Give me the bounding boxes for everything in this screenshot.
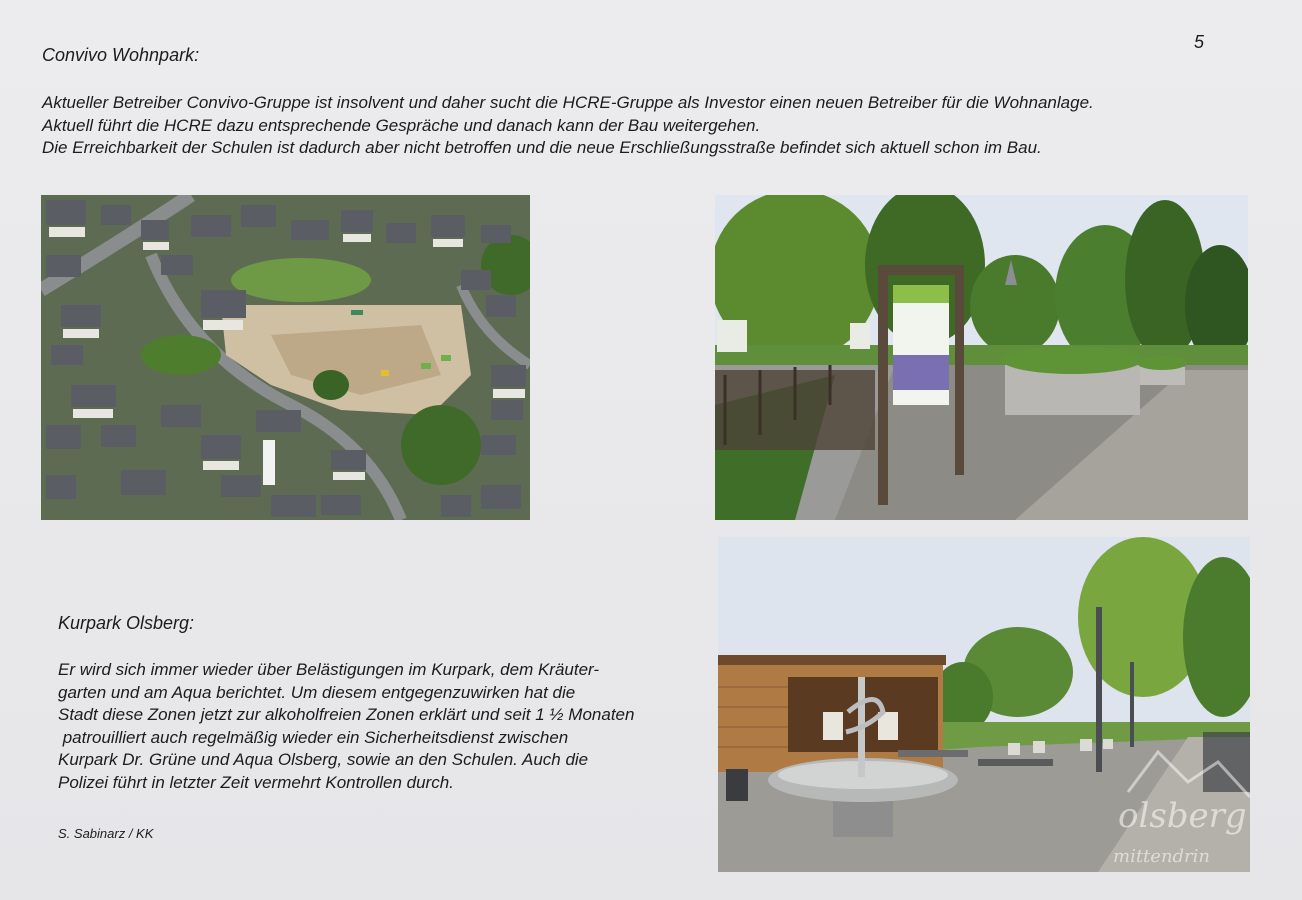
convivo-line-3: Die Erreichbarkeit der Schulen ist dadurch aber nicht betroffen und die neue Erschließungsstraße befindet sich aktuell schon im Bau. xyxy=(42,138,1042,157)
kurpark-title: Kurpark Olsberg: xyxy=(58,613,195,633)
convivo-title: Convivo Wohnpark: xyxy=(42,45,200,65)
watermark-olsberg: olsberg xyxy=(1118,796,1247,836)
kurpark-line-5: Kurpark Dr. Grüne und Aqua Olsberg, sowie an den Schulen. Auch die xyxy=(58,750,589,769)
kurpark-line-4: patrouilliert auch regelmäßig wieder ein Sicherheitsdienst zwischen xyxy=(58,727,569,747)
signature: S. Sabinarz / KK xyxy=(58,826,154,841)
kurpark-line-3: Stadt diese Zonen jetzt zur alkoholfreien Zonen erklärt und seit 1 ½ Monaten xyxy=(58,705,635,724)
kurpark-paragraph xyxy=(58,659,634,794)
watermark-mittendrin: mittendrin xyxy=(1113,846,1211,867)
herb-garden-photo xyxy=(715,195,1248,520)
kurpark-line-2: garten und am Aqua berichtet. Um diesem entgegenzuwirken hat die xyxy=(58,682,576,702)
convivo-line-2: Aktuell führt die HCRE dazu entsprechende Gespräche und danach kann der Bau weitergehen. xyxy=(42,115,761,135)
aerial-photo-construction-site xyxy=(41,195,530,520)
convivo-paragraph xyxy=(42,92,1094,160)
kurpark-line-6: Polizei führt in letzter Zeit vermehrt Kontrollen durch. xyxy=(58,772,454,792)
kurpark-line-1: Er wird sich immer wieder über Belästigungen im Kurpark, dem Kräuter- xyxy=(58,660,600,679)
page-number: 5 xyxy=(1194,32,1205,52)
convivo-line-1: Aktueller Betreiber Convivo-Gruppe ist insolvent und daher sucht die HCRE-Gruppe als Investor einen neuen Betreiber für die Wohnanlage. xyxy=(42,93,1094,112)
aqua-fountain-photo xyxy=(718,537,1250,872)
